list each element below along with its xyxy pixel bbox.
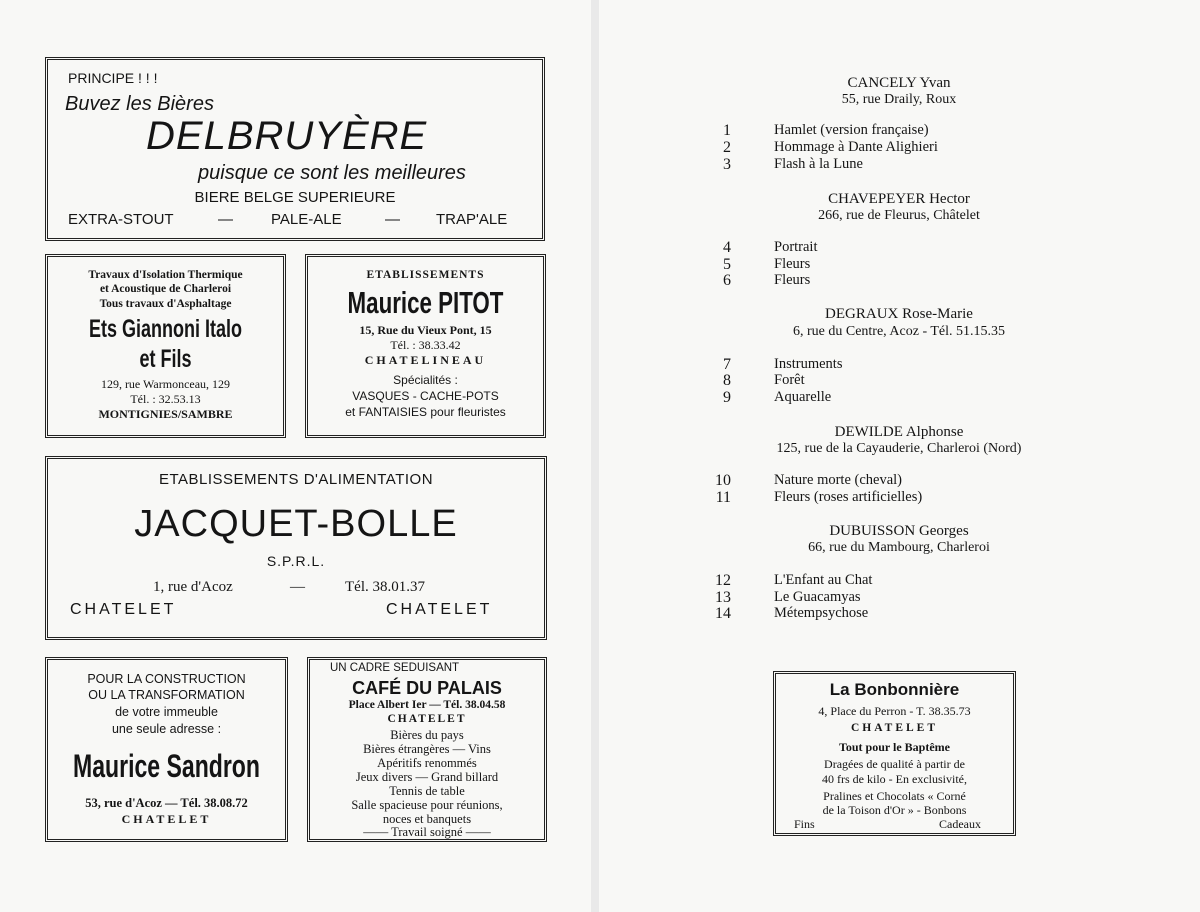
work-title: Flash à la Lune (774, 156, 863, 172)
work-title: Fleurs (774, 272, 811, 288)
work-title: Le Guacamyas (774, 589, 861, 605)
ad-city: MONTIGNIES/SAMBRE (98, 407, 233, 421)
work-title: Fleurs (roses artificielles) (774, 489, 923, 505)
work-number: 14 (715, 605, 731, 622)
work-number: 12 (715, 572, 731, 589)
ad-line-2: 40 frs de kilo - En exclusivité, (822, 772, 967, 786)
ad-bonbonniere (773, 671, 1016, 836)
work-title: Hamlet (version française) (774, 122, 929, 138)
ad-line-4: de la Toison d'Or » - Bonbons (822, 803, 967, 817)
ad-spec-1: VASQUES - CACHE-POTS (352, 389, 499, 403)
artist-address: 55, rue Draily, Roux (841, 92, 957, 107)
ad-brand: DELBRUYÈRE (146, 114, 428, 158)
ad-city-right: CHATELET (386, 601, 493, 618)
ad-line-4: Jeux divers — Grand billard (355, 770, 499, 784)
ad-address: Place Albert Ier — Tél. 38.04.58 (348, 699, 506, 711)
artist-name: DUBUISSON Georges (829, 523, 969, 539)
ad-spec-2: et FANTAISIES pour fleuristes (345, 405, 506, 419)
ad-jacquet-bolle (45, 456, 547, 640)
work-title: Portrait (774, 239, 818, 255)
ad-subtitle: BIERE BELGE SUPERIEURE (194, 189, 396, 206)
artist-name: CANCELY Yvan (847, 75, 951, 91)
work-title: L'Enfant au Chat (774, 572, 873, 588)
work-title: Aquarelle (774, 389, 832, 405)
ad-company-name: La Bonbonnière (829, 680, 960, 699)
ad-company-name: Maurice PITOT (347, 285, 504, 320)
ad-address: 129, rue Warmonceau, 129 (100, 377, 231, 391)
ad-line-1: POUR LA CONSTRUCTION (87, 672, 246, 686)
ad-city-left: CHATELET (70, 601, 177, 618)
ad-slogan: Buvez les Bières (65, 93, 214, 115)
work-number: 5 (723, 256, 731, 273)
work-number: 1 (723, 122, 731, 139)
work-title: Fleurs (774, 256, 811, 272)
ad-address: 4, Place du Perron - T. 38.35.73 (818, 704, 971, 718)
ad-giannoni (45, 254, 286, 438)
product-pale-ale: PALE-ALE (271, 211, 342, 228)
ad-last-left: Fins (794, 817, 815, 831)
work-number: 11 (715, 489, 731, 506)
ad-last-right: Cadeaux (939, 817, 981, 831)
artist-name: CHAVEPEYER Hector (828, 191, 970, 207)
ad-address: 1, rue d'Acoz (153, 579, 233, 595)
ad-tagline: puisque ce sont les meilleures (198, 162, 466, 184)
work-title: Forêt (774, 372, 805, 388)
ad-line-6: Salle spacieuse pour réunions, (351, 798, 503, 812)
work-title: Nature morte (cheval) (774, 472, 903, 488)
ad-spec-label: Spécialités : (393, 373, 458, 387)
ad-line-3: de votre immeuble (115, 705, 218, 719)
work-number: 9 (723, 389, 731, 406)
ad-company-name: CAFÉ DU PALAIS (352, 678, 502, 698)
ad-header: ETABLISSEMENTS D'ALIMENTATION (158, 471, 434, 488)
product-extra-stout: EXTRA-STOUT (68, 211, 174, 228)
work-title: Métempsychose (774, 605, 869, 621)
artist-address: 125, rue de la Cayauderie, Charleroi (Nord) (776, 441, 1022, 456)
ad-phone: Tél. 38.01.37 (345, 579, 425, 595)
ad-legal-form: S.P.R.L. (266, 553, 326, 569)
ad-line-5: Tennis de table (389, 784, 465, 798)
product-trap-ale: TRAP'ALE (436, 211, 508, 228)
artist-name: DEWILDE Alphonse (834, 424, 964, 440)
ad-city: CHATELET (850, 722, 939, 734)
ad-cafe-du-palais (307, 657, 547, 842)
work-number: 2 (723, 139, 731, 156)
ad-line-2: Bières étrangères — Vins (363, 742, 491, 756)
ad-city: CHATELET (121, 812, 212, 826)
ad-address: 15, Rue du Vieux Pont, 15 (359, 323, 492, 337)
ad-phone: Tél. : 32.53.13 (130, 392, 201, 406)
work-number: 7 (723, 356, 731, 373)
ad-city: CHATELINEAU (364, 353, 487, 367)
ad-line-4: une seule adresse : (111, 722, 222, 736)
ad-city: CHATELET (387, 713, 467, 725)
right-page (599, 0, 1200, 912)
ad-tagline: Tout pour le Baptême (838, 740, 950, 754)
ad-company-name: Maurice Sandron (73, 748, 260, 784)
ad-line-1: Bières du pays (390, 728, 464, 742)
ad-header: UN CADRE SEDUISANT (330, 662, 460, 674)
ad-header: ETABLISSEMENTS (366, 269, 485, 281)
artist-address: 66, rue du Mambourg, Charleroi (808, 540, 990, 555)
ad-address: 53, rue d'Acoz — Tél. 38.08.72 (85, 796, 248, 810)
ad-company-name-2: et Fils (139, 345, 192, 373)
ad-line-1: Dragées de qualité à partir de (824, 757, 965, 771)
ad-phone: Tél. : 38.33.42 (390, 338, 461, 352)
product-dash-2: — (385, 211, 400, 228)
ad-line-3: Pralines et Chocolats « Corné (823, 789, 966, 803)
work-title: Instruments (774, 356, 843, 372)
work-number: 13 (715, 589, 731, 606)
work-number: 8 (723, 372, 731, 389)
product-dash-1: — (218, 211, 233, 228)
ad-delbruyere (45, 57, 545, 241)
ad-line-2: OU LA TRANSFORMATION (88, 688, 245, 702)
ad-line-3: Tous travaux d'Asphaltage (99, 298, 232, 310)
ad-pitot (305, 254, 546, 438)
artist-address: 6, rue du Centre, Acoz - Tél. 51.15.35 (792, 324, 1006, 339)
ad-line-1: Travaux d'Isolation Thermique (88, 269, 243, 281)
work-title: Hommage à Dante Alighieri (774, 139, 938, 155)
artist-name: DEGRAUX Rose-Marie (825, 306, 973, 322)
ad-line-8: —— Travail soigné —— (363, 825, 491, 839)
ad-principle: PRINCIPE ! ! ! (68, 70, 158, 86)
ad-company-name: JACQUET-BOLLE (134, 503, 458, 545)
ad-line-7: noces et banquets (382, 812, 472, 826)
artist-address: 266, rue de Fleurus, Châtelet (818, 208, 980, 223)
ad-line-2: et Acoustique de Charleroi (99, 283, 232, 295)
ad-line-3: Apéritifs renommés (377, 756, 477, 770)
ad-dash: — (290, 579, 305, 595)
ad-company-name: Ets Giannoni Italo (88, 315, 242, 343)
left-page (0, 0, 591, 912)
work-number: 6 (723, 272, 731, 289)
ad-sandron (45, 657, 288, 842)
work-number: 10 (715, 472, 731, 489)
work-number: 4 (723, 239, 731, 256)
work-number: 3 (723, 156, 731, 173)
